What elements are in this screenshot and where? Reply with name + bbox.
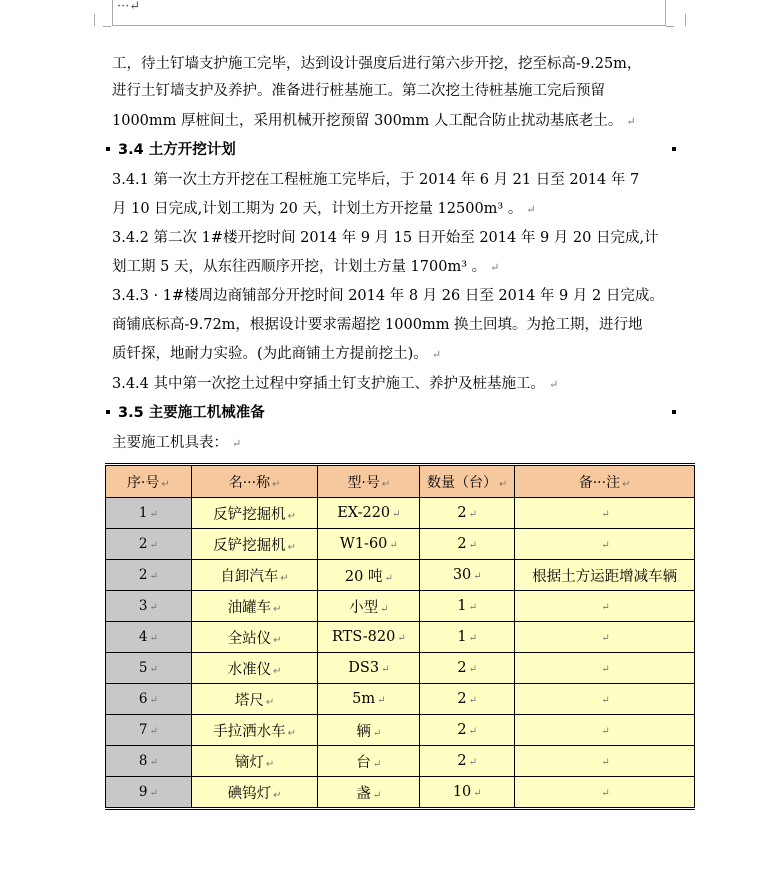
cell-end-mark: ↵	[473, 571, 482, 582]
cell-end-mark: ↵	[389, 540, 398, 551]
paragraph-line: 3.4.3 · 1#楼周边商铺部分开挖时间 2014 年 8 月 26 日至 2014 年 9 月 2 日完成。	[112, 288, 664, 304]
paragraph-line: 3.4.1 第一次土方开挖在工程桩施工完毕后，于 2014 年 6 月 21 日至 2014 年 7	[112, 172, 640, 188]
cell-model: 20 吨 ↵	[318, 560, 420, 591]
cell-note: 根据土方运距增减车辆	[515, 560, 695, 591]
cell-name: 手拉洒水车 ↵	[191, 715, 318, 746]
paragraph-line: 进行土钉墙支护及养护。准备进行桩基施工。第二次挖土待桩基施工完后预留	[112, 83, 605, 99]
cell-note	[515, 653, 695, 684]
cell-note	[515, 777, 695, 809]
header-frame-text: ···↵	[117, 0, 141, 14]
cell-end-mark: ↵	[380, 603, 389, 615]
cell-name: 反铲挖掘机 ↵	[191, 529, 318, 560]
section-heading-3-4: 3.4 土方开挖计划	[118, 142, 236, 158]
header-frame	[112, 0, 666, 26]
cell-name: 镝灯 ↵	[191, 746, 318, 777]
cell-end-mark: ↵	[273, 789, 282, 801]
heading-bullet	[106, 410, 110, 414]
cell-end-mark: ↵	[381, 664, 390, 675]
cell-note	[515, 498, 695, 529]
cell-end-mark: ↵	[287, 727, 297, 739]
margin-corner-left-vertical	[94, 14, 95, 26]
cell-name: 碘钨灯 ↵	[191, 777, 318, 809]
cell-end-mark: ↵	[149, 788, 158, 799]
cell-seq: 3 ↵	[106, 591, 192, 622]
cell-end-mark: ↵	[384, 572, 393, 584]
cell-name: 自卸汽车 ↵	[191, 560, 318, 591]
cell-end-mark: ↵	[468, 695, 478, 706]
cell-end-mark: ↵	[149, 571, 158, 582]
cell-end-mark: ↵	[372, 727, 382, 739]
cell-end-mark: ↵	[468, 633, 478, 644]
cell-end-mark: ↵	[473, 788, 482, 799]
cell-note	[515, 684, 695, 715]
cell-note	[515, 591, 695, 622]
cell-end-mark: ↵	[468, 509, 478, 520]
cell-end-mark: ↵	[265, 758, 275, 770]
cell-seq: 4 ↵	[106, 622, 192, 653]
cell-end-mark: ↵	[149, 726, 158, 737]
cell-qty: 2 ↵	[420, 684, 515, 715]
cell-end-mark: ↵	[397, 633, 406, 644]
table-row	[106, 591, 695, 622]
cell-seq: 6 ↵	[106, 684, 192, 715]
table-row	[106, 684, 695, 715]
table-header-row	[106, 465, 695, 498]
cell-qty: 1 ↵	[420, 591, 515, 622]
margin-corner-right	[666, 18, 674, 27]
cell-end-mark: ↵	[372, 789, 382, 801]
cell-end-mark: ↵	[149, 664, 158, 675]
heading-bullet	[106, 147, 110, 151]
cell-seq: 7 ↵	[106, 715, 192, 746]
cell-name: 油罐车 ↵	[191, 591, 318, 622]
cell-end-mark: ↵	[372, 758, 382, 770]
cell-seq: 5 ↵	[106, 653, 192, 684]
cell-seq: 9 ↵	[106, 777, 192, 809]
cell-name: 全站仪 ↵	[191, 622, 318, 653]
paragraph-mark: ↵	[549, 378, 559, 391]
cell-note	[515, 529, 695, 560]
paragraph-line: 主要施工机具表： ↵	[112, 435, 242, 451]
cell-end-mark: ↵	[287, 541, 297, 553]
paragraph-mark: ↵	[490, 261, 500, 274]
paragraph-mark: ↵	[431, 348, 442, 361]
table-row	[106, 498, 695, 529]
cell-model: 5m ↵	[318, 684, 420, 715]
cell-end-mark: ↵	[601, 509, 610, 520]
paragraph-mark: ↵	[526, 203, 536, 216]
table-row	[106, 560, 695, 591]
cell-end-mark: ↵	[601, 602, 610, 613]
paragraph-line: 3.4.4 其中第一次挖土过程中穿插土钉支护施工、养护及桩基施工。 ↵	[112, 376, 559, 392]
cell-end-mark: ↵	[601, 664, 610, 675]
cell-end-mark: ↵	[149, 602, 158, 613]
cell-note	[515, 622, 695, 653]
cell-end-mark: ↵	[601, 633, 610, 644]
table-row	[106, 529, 695, 560]
cell-model: DS3 ↵	[318, 653, 420, 684]
cell-end-mark: ↵	[468, 757, 478, 768]
paragraph-line: 月 10 日完成,计划工期为 20 天，计划土方开挖量 12500m³ 。 ↵	[112, 201, 536, 217]
cell-end-mark: ↵	[273, 634, 282, 646]
cell-end-mark: ↵	[601, 757, 610, 768]
cell-seq: 2 ↵	[106, 529, 192, 560]
table-row	[106, 622, 695, 653]
paragraph-mark: ↵	[232, 437, 242, 450]
cell-qty: 30 ↵	[420, 560, 515, 591]
heading-bullet-right	[672, 410, 676, 414]
cell-note	[515, 715, 695, 746]
header-model: 型·号 ↵	[318, 465, 420, 498]
cell-qty: 2 ↵	[420, 715, 515, 746]
cell-model: W1-60 ↵	[318, 529, 420, 560]
table-row	[106, 653, 695, 684]
cell-end-mark: ↵	[280, 572, 289, 584]
cell-end-mark: ↵	[601, 695, 610, 706]
cell-end-mark: ↵	[392, 509, 401, 520]
header-qty: 数量（台） ↵	[420, 465, 515, 498]
paragraph-line: 划工期 5 天，从东往西顺序开挖，计划土方量 1700m³ 。 ↵	[112, 259, 500, 275]
cell-end-mark: ↵	[601, 540, 610, 551]
cell-model: 盏 ↵	[318, 777, 420, 809]
cell-end-mark: ↵	[149, 633, 158, 644]
cell-name: 塔尺 ↵	[191, 684, 318, 715]
paragraph-line: 3.4.2 第二次 1#楼开挖时间 2014 年 9 月 15 日开始至 2014 年 9 月 20 日完成,计	[112, 230, 659, 246]
cell-end-mark: ↵	[601, 788, 610, 799]
cell-end-mark: ↵	[377, 695, 386, 706]
cell-note	[515, 746, 695, 777]
paragraph-mark: ↵	[626, 115, 636, 128]
cell-end-mark: ↵	[149, 540, 158, 551]
equipment-table	[105, 463, 695, 810]
cell-end-mark: ↵	[149, 695, 158, 706]
cell-qty: 1 ↵	[420, 622, 515, 653]
cell-seq: 1 ↵	[106, 498, 192, 529]
cell-end-mark: ↵	[601, 726, 610, 737]
table-row	[106, 777, 695, 809]
cell-end-mark: ↵	[287, 510, 297, 522]
cell-seq: 2 ↵	[106, 560, 192, 591]
paragraph-line: 工，待土钉墙支护施工完毕，达到设计强度后进行第六步开挖，挖至标高-9.25m，	[112, 56, 642, 72]
paragraph-line: 质钎探，地耐力实验。(为此商铺土方提前挖土)。 ↵	[112, 346, 442, 362]
cell-qty: 2 ↵	[420, 653, 515, 684]
paragraph-line: 商铺底标高-9.72m，根据设计要求需超挖 1000mm 换土回填。为抢工期，进行地	[112, 317, 643, 333]
cell-model: 辆 ↵	[318, 715, 420, 746]
table-row	[106, 746, 695, 777]
cell-qty: 2 ↵	[420, 498, 515, 529]
paragraph-line: 1000mm 厚桩间土，采用机械开挖预留 300mm 人工配合防止扰动基底老土。 ↵	[112, 113, 636, 129]
cell-end-mark: ↵	[273, 603, 282, 615]
header-name: 名···称 ↵	[191, 465, 318, 498]
cell-seq: 8 ↵	[106, 746, 192, 777]
heading-bullet-right	[672, 147, 676, 151]
cell-name: 反铲挖掘机 ↵	[191, 498, 318, 529]
header-note: 备···注 ↵	[515, 465, 695, 498]
cell-name: 水准仪 ↵	[191, 653, 318, 684]
cell-qty: 2 ↵	[420, 529, 515, 560]
cell-end-mark: ↵	[149, 509, 158, 520]
cell-model: 台 ↵	[318, 746, 420, 777]
cell-model: 小型 ↵	[318, 591, 420, 622]
cell-end-mark: ↵	[265, 696, 275, 708]
cell-qty: 2 ↵	[420, 746, 515, 777]
cell-end-mark: ↵	[468, 664, 478, 675]
table-row	[106, 715, 695, 746]
cell-model: RTS-820 ↵	[318, 622, 420, 653]
section-heading-3-5: 3.5 主要施工机械准备	[118, 405, 265, 421]
cell-end-mark: ↵	[149, 757, 158, 768]
cell-qty: 10 ↵	[420, 777, 515, 809]
cell-model: EX-220 ↵	[318, 498, 420, 529]
header-seq: 序·号 ↵	[106, 465, 192, 498]
margin-corner-left	[103, 18, 111, 27]
cell-end-mark: ↵	[468, 540, 478, 551]
cell-end-mark: ↵	[273, 665, 282, 677]
cell-end-mark: ↵	[468, 726, 478, 737]
cell-end-mark: ↵	[468, 602, 478, 613]
margin-corner-right-vertical	[685, 14, 686, 26]
